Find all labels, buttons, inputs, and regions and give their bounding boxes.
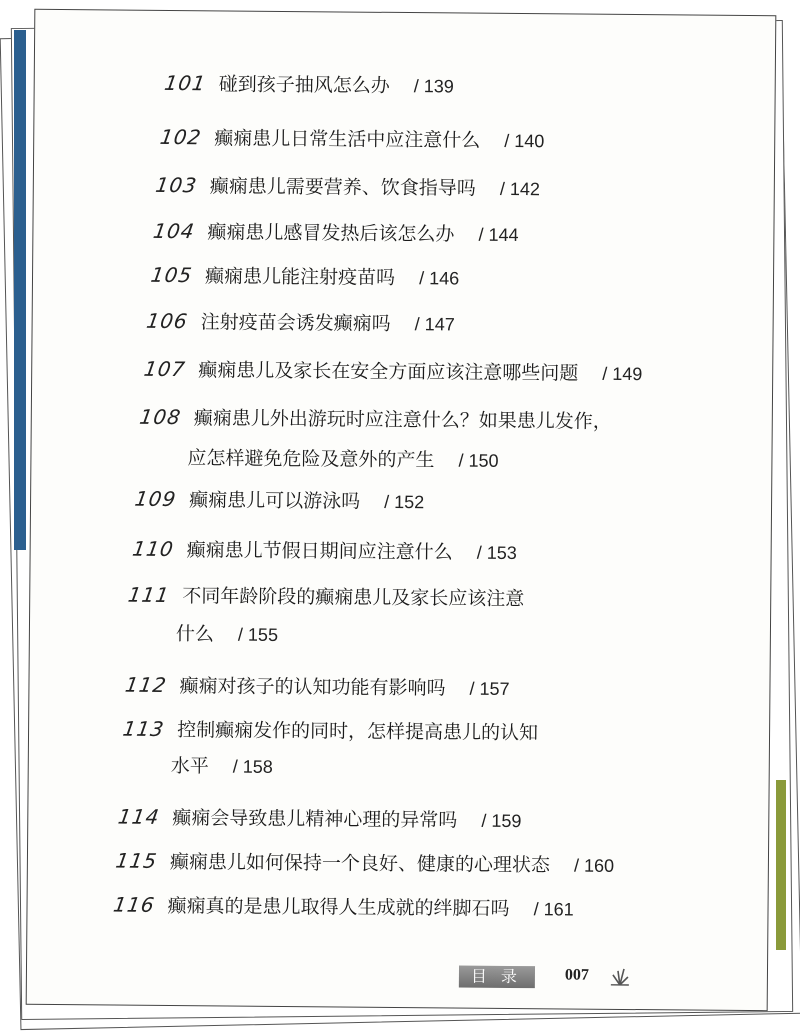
entry-page: / 139 <box>413 76 454 97</box>
entry-number: 114 <box>116 804 162 829</box>
entry-page: / 155 <box>237 624 279 645</box>
entry-number: 116 <box>111 892 157 917</box>
entry-title-continued: 应怎样避免危险及意外的产生 <box>187 447 435 472</box>
entry-title: 癫痫患儿日常生活中应注意什么 <box>214 127 481 152</box>
entry-page: / 147 <box>414 314 455 335</box>
entry-title: 癫痫真的是患儿取得人生成就的绊脚石吗 <box>167 894 510 920</box>
entry-title: 癫痫患儿需要营养、饮食指导吗 <box>209 175 476 200</box>
entry-title: 碰到孩子抽风怎么办 <box>218 73 390 97</box>
entry-number: 110 <box>130 536 176 562</box>
entry-page: / 161 <box>533 899 574 920</box>
entry-number: 109 <box>133 486 179 512</box>
entry-page: / 144 <box>478 224 519 246</box>
entry-number: 111 <box>126 582 172 607</box>
entry-number: 106 <box>144 308 190 334</box>
footer-page-number: 007 <box>564 966 590 984</box>
toc-entry <box>160 123 544 153</box>
entry-page: / 146 <box>419 268 460 289</box>
footer-section-label: 目录 <box>459 966 535 989</box>
toc-entry <box>135 485 424 515</box>
entry-title: 癫痫患儿节假日期间应注意什么 <box>186 539 453 564</box>
book-cover-edge <box>14 30 26 550</box>
entry-title: 癫痫患儿可以游泳吗 <box>189 489 361 513</box>
entry-title: 癫痫患儿能注射疫苗吗 <box>204 265 396 289</box>
entry-number: 113 <box>121 716 167 741</box>
toc-entry <box>130 535 517 565</box>
entry-number: 101 <box>162 70 208 96</box>
toc-entry <box>144 307 455 337</box>
entry-title: 癫痫患儿及家长在安全方面应该注意哪些问题 <box>198 359 579 385</box>
toc-entry <box>140 403 612 434</box>
entry-title: 癫痫患儿感冒发热后该怎么办 <box>207 221 455 246</box>
grass-ornament-icon <box>609 963 631 987</box>
entry-number: 103 <box>154 172 199 198</box>
book-cover-edge-green <box>776 780 786 950</box>
entry-number: 108 <box>138 404 183 430</box>
toc-entry <box>153 217 518 247</box>
entry-number: 107 <box>142 356 188 382</box>
toc-entry-continuation <box>176 619 278 647</box>
toc-entry <box>118 803 521 834</box>
toc-entry <box>123 715 538 746</box>
entry-title: 癫痫会导致患儿精神心理的异常吗 <box>172 807 458 832</box>
entry-title-continued: 什么 <box>175 623 215 646</box>
toc-entry <box>162 69 454 99</box>
toc-entry <box>156 171 540 201</box>
toc-entry-continuation <box>187 443 498 473</box>
toc-entry <box>151 261 459 291</box>
entry-title-continued: 水平 <box>170 755 209 778</box>
entry-title: 癫痫对孩子的认知功能有影响吗 <box>179 675 446 700</box>
entry-title: 癫痫患儿如何保持一个良好、健康的心理状态 <box>169 850 551 877</box>
table-of-contents <box>27 10 776 1010</box>
entry-number: 104 <box>151 218 197 244</box>
entry-page: / 149 <box>602 363 643 385</box>
entry-page: / 153 <box>476 542 517 564</box>
toc-entry <box>128 581 524 611</box>
entry-page: / 150 <box>458 450 499 471</box>
entry-number: 105 <box>149 262 195 288</box>
toc-entry-continuation <box>171 751 273 779</box>
entry-title: 癫痫患儿外出游玩时应注意什么？如果患儿发作， <box>193 407 612 433</box>
entry-number: 112 <box>123 672 169 697</box>
entry-number: 102 <box>158 124 204 150</box>
entry-number: 115 <box>114 848 159 873</box>
book-page <box>26 9 777 1011</box>
entry-page: / 140 <box>504 130 545 152</box>
toc-entry <box>113 891 573 922</box>
entry-title: 注射疫苗会诱发癫痫吗 <box>200 311 391 335</box>
toc-entry <box>116 847 614 878</box>
toc-entry <box>125 671 509 701</box>
entry-page: / 157 <box>469 678 510 699</box>
entry-page: / 158 <box>232 756 273 777</box>
entry-title: 控制癫痫发作的同时，怎样提高患儿的认知 <box>177 719 539 745</box>
entry-title: 不同年龄阶段的癫痫患儿及家长应该注意 <box>182 585 525 611</box>
entry-page: / 159 <box>481 810 522 832</box>
entry-page: / 152 <box>384 491 425 513</box>
entry-page: / 142 <box>499 178 541 200</box>
toc-entry <box>144 355 642 386</box>
entry-page: / 160 <box>573 855 615 876</box>
